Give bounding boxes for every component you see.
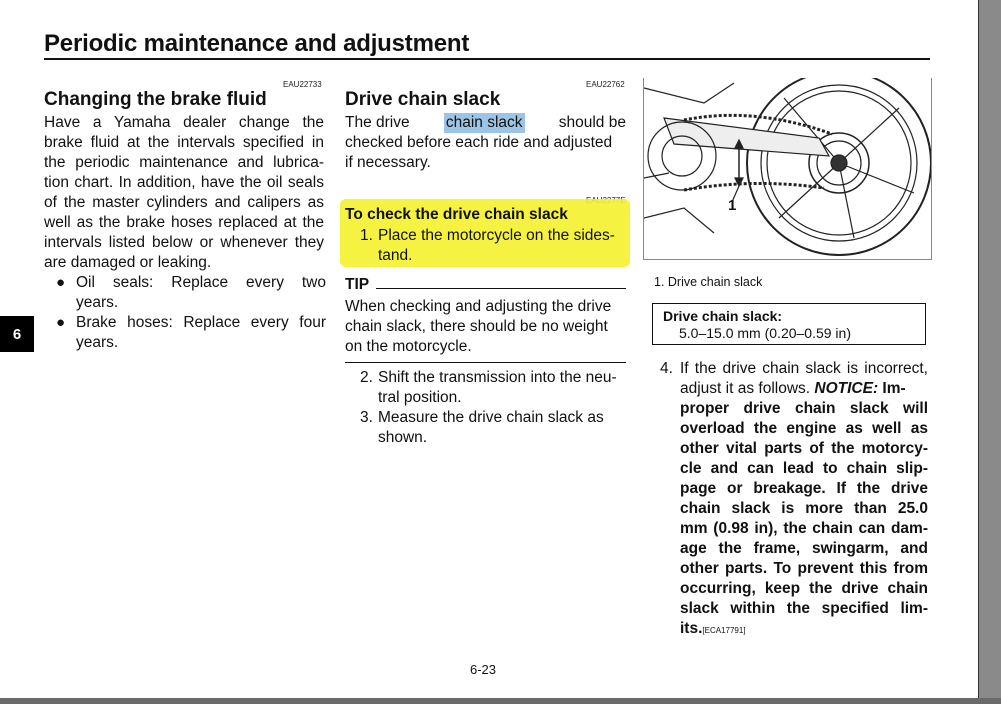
para-line: well as the brake hoses replaced at the xyxy=(44,214,324,231)
brake-fluid-heading: Changing the brake fluid xyxy=(44,89,267,110)
step-4-number: 4. xyxy=(660,360,673,377)
step-3-line-1: Measure the drive chain slack as xyxy=(378,409,604,426)
notice-line: slack within the specified lim- xyxy=(680,600,928,617)
notice-line: occurring, keep the drive chain xyxy=(680,580,928,597)
para-line: Have a Yamaha dealer change the xyxy=(44,114,324,131)
bullet-dot-icon: ● xyxy=(56,274,66,291)
notice-last-line: its.[ECA17791] xyxy=(680,620,746,637)
notice-line: other vital parts of the motorcy- xyxy=(680,440,928,457)
highlighted-text: chain slack xyxy=(445,114,523,131)
notice-line: cle and can lead to chain slip- xyxy=(680,460,928,477)
check-heading: To check the drive chain slack xyxy=(345,206,568,223)
step-3-number: 3. xyxy=(360,409,373,426)
bullet-brake-hoses: ● Brake hoses: Replace every four years. xyxy=(56,314,326,351)
eca-code: [ECA17791] xyxy=(702,626,746,635)
motorcycle-chain-illustration xyxy=(644,78,931,259)
step-1-number: 1. xyxy=(360,227,373,244)
page-title: Periodic maintenance and adjustment xyxy=(44,30,470,57)
figure-callout: 1 xyxy=(728,197,737,214)
tip-top-rule xyxy=(376,288,626,289)
tip-line: chain slack, there should be no weight xyxy=(345,318,608,335)
left-section-code: EAU22733 xyxy=(283,80,322,89)
step-4-line-notice: adjust it as follows. NOTICE: Im- xyxy=(680,380,906,397)
page-number: 6-23 xyxy=(470,662,497,677)
para-line: are damaged or leaking. xyxy=(44,254,212,271)
step-2-number: 2. xyxy=(360,369,373,386)
bullet-dot-icon: ● xyxy=(56,314,66,331)
notice-line: chain slack is more than 25.0 xyxy=(680,500,928,517)
tip-bottom-rule xyxy=(345,362,626,363)
step-2-line-1: Shift the transmission into the neu- xyxy=(378,369,617,386)
tip-label: TIP xyxy=(345,276,370,293)
step-1-line-1: Place the motorcycle on the sides- xyxy=(378,227,615,244)
para-line: of the master cylinders and calipers as xyxy=(44,194,324,211)
para-line: the periodic maintenance and lubrica- xyxy=(44,154,324,171)
chapter-tab: 6 xyxy=(0,316,34,352)
drive-chain-heading: Drive chain slack xyxy=(345,89,501,110)
middle-section-code: EAU22762 xyxy=(586,80,625,89)
tip-line: on the motorcycle. xyxy=(345,338,472,355)
chain-para-line-3: if necessary. xyxy=(345,154,431,171)
tip-line: When checking and adjusting the drive xyxy=(345,298,612,315)
step-3-line-2: shown. xyxy=(378,429,428,446)
notice-line: age the frame, swingarm, and xyxy=(680,540,928,557)
notice-line: page or breakage. If the drive xyxy=(680,480,928,497)
chain-para-line-2: checked before each ride and adjusted xyxy=(345,134,613,151)
para-line: brake fluid at the intervals specified in xyxy=(44,134,324,151)
bullet-oil-seals: ● Oil seals: Replace every two years. xyxy=(56,274,326,311)
notice-label: NOTICE: xyxy=(814,380,879,397)
viewer-bottom-edge xyxy=(0,698,1001,704)
step-4-line: If the drive chain slack is incorrect, xyxy=(680,360,928,377)
spec-label: Drive chain slack: xyxy=(663,308,783,324)
step-2-line-2: tral position. xyxy=(378,389,462,406)
spec-value: 5.0–15.0 mm (0.20–0.59 in) xyxy=(679,325,851,341)
viewer-scroll-area[interactable] xyxy=(979,0,1001,704)
spec-box xyxy=(652,303,926,345)
figure-caption: 1. Drive chain slack xyxy=(654,275,763,289)
notice-line: proper drive chain slack will xyxy=(680,400,928,417)
notice-line: mm (0.98 in), the chain can dam- xyxy=(680,520,928,537)
title-rule xyxy=(44,58,930,60)
para-line: intervals listed below or whenever they xyxy=(44,234,324,251)
notice-line: other parts. To prevent this from xyxy=(680,560,928,577)
para-line: tion chart. In addition, have the oil seals xyxy=(44,174,324,191)
drive-chain-figure xyxy=(643,78,932,260)
step-1-line-2: tand. xyxy=(378,247,413,264)
chain-para-line-1: The drive chain slack should be xyxy=(345,114,626,131)
notice-line: overload the engine as well as xyxy=(680,420,928,437)
